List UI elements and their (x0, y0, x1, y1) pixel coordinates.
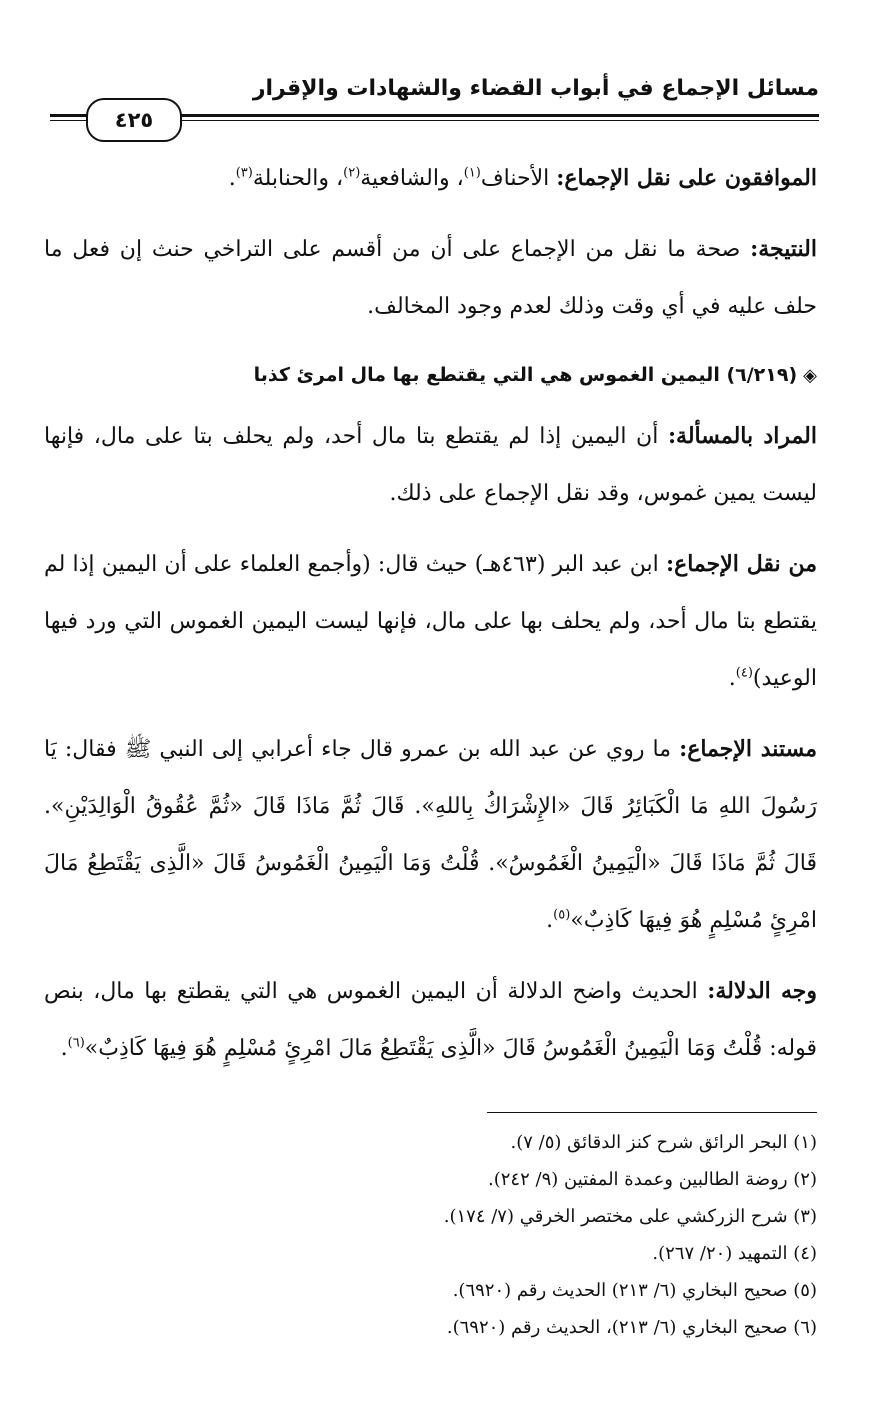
page-body (44, 150, 817, 1091)
footnote-ref: (٥) (553, 907, 571, 923)
page-number: ٤٢٥ (114, 108, 154, 132)
footnote-item: (١) البحر الرائق شرح كنز الدقائق (٥/ ٧). (510, 1132, 817, 1153)
paragraph-text: الحديث واضح الدلالة أن اليمين الغموس هي التي يقطتع بها مال، بنص قوله: قُلْتُ وَمَا الْيَمِينُ الْغَمُوسُ قَالَ «الَّذِى يَقْتَطِعُ مَالَ امْرِئٍ مُسْلِمٍ هُوَ فِيهَا كَاذِبٌ» (44, 979, 817, 1061)
paragraph-text: . (228, 166, 236, 191)
footnote-item: (٢) روضة الطالبين وعمدة المفتين (٩/ ٢٤٢). (488, 1169, 817, 1190)
paragraph-text: ، والشافعية (360, 166, 464, 191)
paragraph-consensus-source (44, 536, 817, 707)
footnote-item: (٦) صحيح البخاري (٦/ ٢١٣)، الحديث رقم (٦٩٢٠). (446, 1317, 817, 1338)
paragraph-text: . (728, 666, 736, 691)
paragraph-evidence (44, 721, 817, 949)
paragraph-lead: مستند الإجماع: (679, 736, 817, 762)
diamond-bullet-icon: ◈ (803, 365, 817, 386)
issue-heading-text: (٦/٢١٩) اليمين الغموس هي التي يقتطع بها مال امرئ كذبا (253, 364, 798, 386)
paragraph-text: ابن عبد البر (٤٦٣هـ) حيث قال: (وأجمع العلماء على أن اليمين إذا لم يقتطع بتا مال أحد، ولم يحلف بها على مال، فإنها ليست اليمين الغموس التي ورد فيها الوعيد) (44, 552, 817, 691)
issue-heading (44, 349, 817, 402)
footnote-separator (487, 1112, 817, 1113)
paragraph-lead: النتيجة: (750, 236, 817, 262)
paragraph-text: الأحناف (480, 166, 557, 191)
footnotes (60, 1124, 817, 1346)
footnote-ref: (٦) (67, 1035, 85, 1051)
page-number-frame (86, 98, 182, 142)
paragraph-result (44, 221, 817, 335)
paragraph-lead: من نقل الإجماع: (665, 551, 817, 577)
paragraph-lead: المراد بالمسألة: (667, 423, 817, 449)
paragraph-text: . (546, 908, 554, 933)
footnote-ref: (١) (463, 165, 481, 181)
paragraph-lead: وجه الدلالة: (707, 978, 817, 1004)
paragraph-text: . (60, 1036, 68, 1061)
paragraph-text: ما روي عن عبد الله بن عمرو قال جاء أعرابي إلى النبي ﷺ فقال: يَا رَسُولَ اللهِ مَا الْكَبَائِرُ قَالَ «الإِشْرَاكُ بِاللهِ». قَالَ ثُمَّ مَاذَا قَالَ «ثُمَّ عُقُوقُ الْوَالِدَيْنِ». قَالَ ثُمَّ مَاذَا قَالَ «الْيَمِينُ الْغَمُوسُ». قُلْتُ وَمَا الْيَمِينُ الْغَمُوسُ قَالَ «الَّذِى يَقْتَطِعُ مَالَ امْرِئٍ مُسْلِمٍ هُوَ فِيهَا كَاذِبٌ» (44, 737, 817, 933)
paragraph-agreeing-scholars (44, 150, 817, 207)
paragraph-text: صحة ما نقل من الإجماع على أن من أقسم على التراخي حنث إن فعل ما حلف عليه في أي وقت وذلك لعدم وجود المخالف. (44, 237, 817, 319)
running-header-title: مسائل الإجماع في أبواب القضاء والشهادات والإقرار (252, 76, 819, 101)
footnote-item: (٥) صحيح البخاري (٦/ ٢١٣) الحديث رقم (٦٩٢٠). (452, 1280, 817, 1301)
paragraph-text: أن اليمين إذا لم يقتطع بتا مال أحد، ولم يحلف بتا على مال، فإنها ليست يمين غموس، وقد نقل الإجماع على ذلك. (44, 424, 817, 506)
paragraph-indication (44, 963, 817, 1077)
footnote-ref: (٤) (735, 665, 753, 681)
paragraph-text: ، والحنابلة (252, 166, 344, 191)
paragraph-meaning (44, 408, 817, 522)
footnote-ref: (٢) (343, 165, 361, 181)
footnote-ref: (٣) (235, 165, 253, 181)
footnote-item: (٣) شرح الزركشي على مختصر الخرقي (٧/ ١٧٤). (443, 1206, 817, 1227)
paragraph-lead: الموافقون على نقل الإجماع: (556, 165, 817, 191)
footnote-item: (٤) التمهيد (٢٠/ ٢٦٧). (652, 1243, 817, 1264)
